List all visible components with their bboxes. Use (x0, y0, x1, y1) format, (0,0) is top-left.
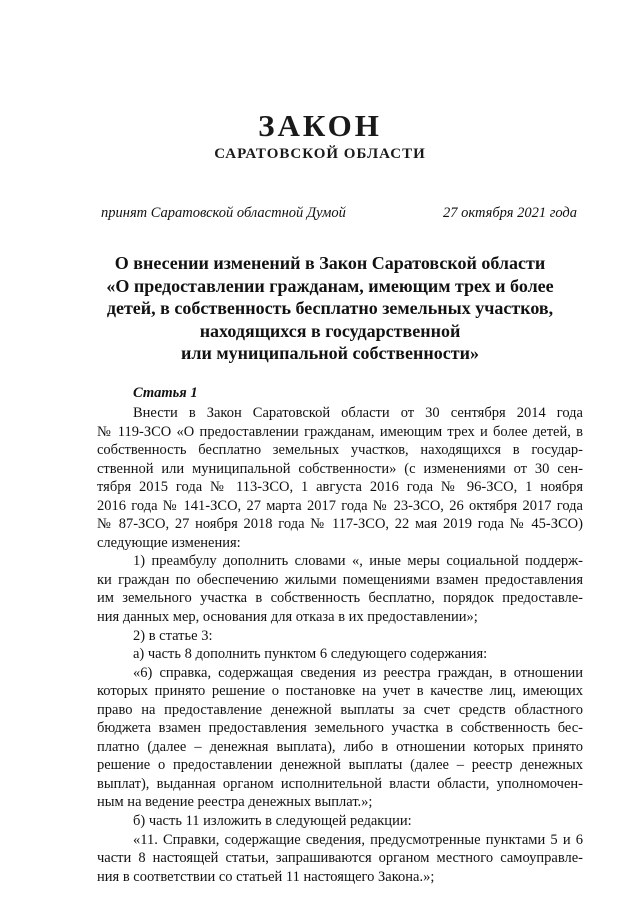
document-title: ЗАКОН (258, 108, 382, 143)
body-line: право на предоставление денежной выплаты за счет средств областного (97, 701, 583, 718)
body-line: 2) в статье 3: (133, 627, 213, 644)
body-line: выплат), выданная органом исполнительной власти области, уполномочен- (97, 775, 583, 792)
body-line: им земельного участка в собственность бесплатно, порядок предоставле- (97, 590, 583, 607)
body-line: 1) преамбулу дополнить словами «, иные меры социальной поддерж- (133, 553, 583, 570)
adopted-date: 27 октября 2021 года (443, 205, 577, 221)
body-line: ным на ведение реестра денежных выплат.»; (97, 794, 373, 811)
body-line: № 119-ЗСО «О предоставлении гражданам, имеющим трех и более детей, в (97, 423, 583, 440)
document-subtitle: САРАТОВСКОЙ ОБЛАСТИ (214, 146, 426, 162)
body-line: тября 2015 года № 113-ЗСО, 1 августа 2016 года № 96-ЗСО, 1 ноября (97, 479, 583, 496)
body-line: бюджета взамен предоставления земельного участка в собственность бес- (97, 720, 583, 737)
body-line: б) часть 11 изложить в следующей редакции: (133, 813, 412, 830)
heading-line: «О предоставлении гражданам, имеющим трех и более (106, 275, 554, 296)
body-line: решение о предоставлении денежной выплаты (далее – реестр денежных (97, 757, 583, 774)
body-line: ния в соответствии со статьей 11 настоящего Закона.»; (97, 868, 435, 885)
body-line: части 8 настоящей статьи, запрашиваются органом местного самоуправле- (97, 850, 583, 867)
body-line: «11. Справки, содержащие сведения, предусмотренные пунктами 5 и 6 (133, 831, 583, 848)
adopted-by: принят Саратовской областной Думой (101, 205, 346, 221)
heading-line: О внесении изменений в Закон Саратовской области (114, 253, 546, 273)
body-line: 2016 года № 141-ЗСО, 27 марта 2017 года № 23-ЗСО, 26 октября 2017 года (97, 497, 583, 514)
body-line: а) часть 8 дополнить пунктом 6 следующего содержания: (133, 646, 488, 663)
body-line: ки граждан по обеспечению жилыми помещениями взамен предоставления (97, 571, 583, 588)
body-line: Внести в Закон Саратовской области от 30 сентября 2014 года (133, 405, 583, 421)
body-line: следующие изменения: (97, 534, 241, 551)
body-line: № 87-ЗСО, 27 ноября 2018 года № 117-ЗСО, 22 мая 2019 года № 45-ЗСО) (97, 516, 583, 533)
article-body (97, 404, 583, 886)
body-line: ния данных мер, основания для отказа в их предоставлении»; (97, 609, 478, 626)
body-line: которых принято решение о постановке на учет в качестве лиц, имеющих (97, 683, 583, 700)
body-line: «6) справка, содержащая сведения из реестра граждан, в отношении (133, 664, 583, 681)
heading-line: детей, в собственность бесплатно земельных участков, (106, 298, 554, 318)
law-heading (80, 252, 580, 365)
body-line: платно (далее – денежная выплата), либо в отношении которых принято (97, 738, 583, 755)
heading-line: или муниципальной собственности» (181, 343, 479, 363)
body-line: собственность бесплатно земельных участков, находящихся в государ- (97, 442, 583, 459)
body-line: ственной или муниципальной собственности» (с изменениями от 30 сен- (97, 460, 583, 477)
heading-line: находящихся в государственной (199, 320, 461, 341)
article-title: Статья 1 (133, 385, 198, 401)
